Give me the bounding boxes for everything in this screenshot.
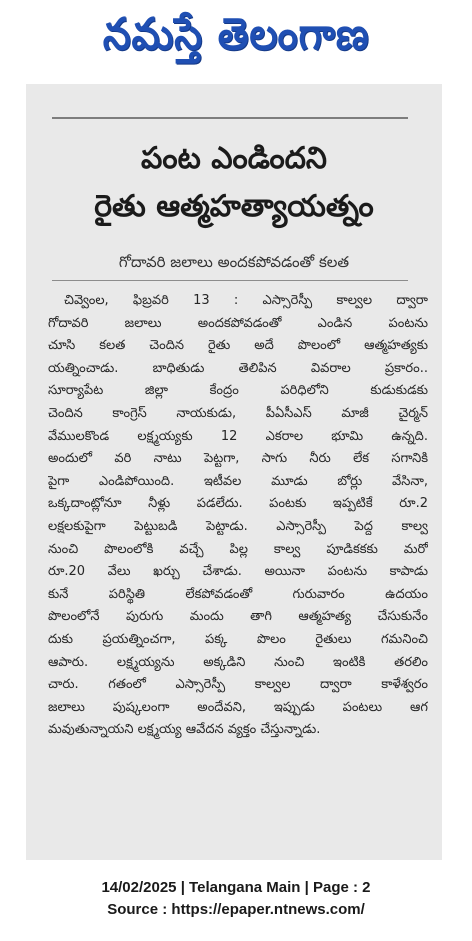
masthead	[0, 0, 472, 80]
body-line: సూర్యాపేట జిల్లా కేంద్రం పరిధిలోని కుడుకుడకు	[48, 383, 428, 399]
footer-date-edition: 14/02/2025 | Telangana Main | Page : 2	[101, 879, 371, 896]
body-line: చూసి కలత చెందిన రైతు అదే పొలంలో ఆత్మహత్యకు	[48, 338, 428, 354]
body-line: రూ.20 వేలు ఖర్చు చేశాడు. అయినా పంటను కాపాడు	[48, 564, 428, 580]
body-line: లక్షలకుపైగా పెట్టుబడి పెట్టాడు. ఎస్సారెస్పీ పెద్ద కాల్వ	[48, 518, 428, 534]
body-line: గోదావరి జలాలు అందకపోవడంతో ఎండిన పంటను	[48, 315, 428, 331]
newspaper-logo: నమస్తే తెలంగాణ	[102, 9, 370, 60]
top-divider	[52, 117, 408, 119]
subheadline-divider	[52, 280, 408, 281]
body-line: చారు. గతంలో ఎస్సారెస్పీ కాల్వల ద్వారా కాళేశ్వరం	[48, 677, 428, 693]
body-line: పొలంలోనే పురుగు మందు తాగి ఆత్మహత్య చేసుకునేం	[48, 609, 428, 625]
subheadline: గోదావరి జలాలు అందకపోవడంతో కలత	[118, 253, 350, 271]
body-line: జలాలు పుష్కలంగా అందేవని, ఇప్పుడు పంటలు ఆగ	[48, 699, 428, 715]
body-line: వేములకొండ లక్ష్మయ్యకు 12 ఎకరాల భూమి ఉన్నది.	[48, 428, 428, 444]
body-line: చివ్వెంల, ఫిబ్రవరి 13 : ఎస్సారెస్పీ కాల్వల ద్వారా	[64, 293, 428, 308]
body-line: మవుతున్నాయని లక్ష్మయ్య ఆవేదన వ్యక్తం చేస్తున్నాడు.	[48, 722, 321, 738]
body-line: ఆపారు. లక్ష్మయ్యను అక్కడిని నుంచి ఇంటికి తరలిం	[48, 654, 428, 670]
body-line: ఒక్కదాంట్లోనూ నీళ్లు పడలేదు. పంటకు ఇప్పటికే రూ.2	[48, 496, 428, 512]
body-line: కునే పరిస్థితి లేకపోవడంతో గురువారం ఉదయం	[48, 586, 428, 602]
headline-line-2: రైతు ఆత్మహత్యాయత్నం	[94, 189, 374, 224]
body-line: పైగా ఎండిపోయింది. ఇటీవల మూడు బోర్లు వేసినా,	[48, 473, 428, 489]
headline-line-1: పంట ఎండిందని	[141, 141, 327, 176]
body-line: చెందిన కాంగ్రెస్ నాయకుడు, పీఏసీఎస్ మాజీ చైర్మన్	[48, 405, 428, 421]
body-line: యత్నించాడు. బాధితుడు తెలిపిన వివరాల ప్రకారం..	[48, 360, 428, 376]
body-line: నుంచి పొలంలోకి వచ్చే పిల్ల కాల్వ పూడికకకు మరో	[48, 541, 428, 557]
footer-source: Source : https://epaper.ntnews.com/	[107, 901, 365, 918]
body-line: దుకు ప్రయత్నించగా, పక్క పొలం రైతులు గమనించి	[48, 631, 428, 647]
body-line: అందులో వరి నాటు పెట్టగా, సాగు నీరు లేక సగానికి	[48, 451, 428, 467]
article-body	[48, 290, 428, 742]
